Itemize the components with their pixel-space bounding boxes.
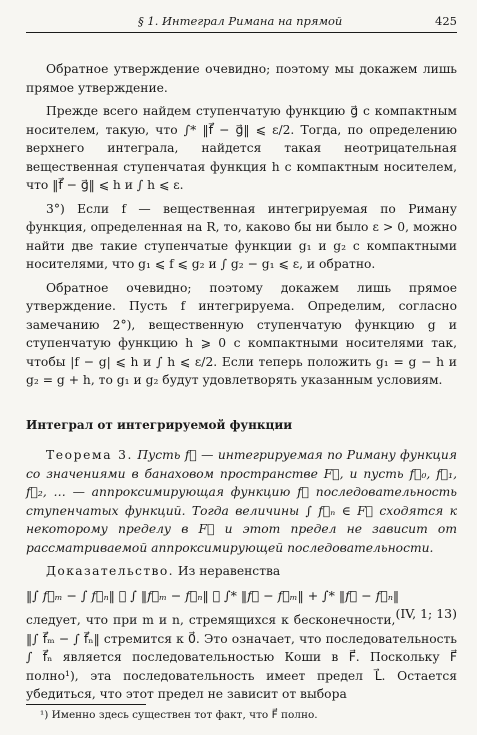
formula-text: ‖∫ f⃗ₘ − ∫ f⃗ₙ‖ ⩽ ∫ ‖f⃗ₘ − f⃗ₙ‖ ⩽ ∫* ‖f⃗ − f⃗ₘ‖ + ∫* ‖f⃗ − f⃗ₙ‖ (26, 587, 400, 603)
formula-reference: (IV, 1; 13) (395, 606, 457, 621)
section-heading: Интеграл от интегрируемой функции (26, 417, 293, 432)
theorem-text: Пусть f⃗ — интегрируемая по Риману функция со значениями в банаховом пространстве F⃗, и пусть f⃗₀, f⃗₁, f⃗₂, … — аппроксимирующая функцию f⃗ последовательность ступенчатых функций. Тогда величины ∫ f⃗ₙ ∈ F⃗ сходятся к некоторому пределу в F⃗ и этот предел не зависит от рассматриваемой аппроксимирующей последовательности. (26, 448, 457, 555)
header-title: § 1. Интеграл Римана на прямой (138, 14, 343, 28)
theorem-label: Теорема 3. (46, 448, 134, 462)
page-number: 425 (435, 14, 457, 28)
running-header (26, 10, 457, 33)
paragraph-1: Обратное утверждение очевидно; поэтому мы докажем лишь прямое утверждение. (26, 62, 457, 95)
footnote-rule (26, 704, 146, 705)
paragraph-4: Обратное очевидно; поэтому докажем лишь прямое утверждение. Пусть f интегрируема. Определим, согласно замечанию 2°), вещественную ступенчатую функцию g и ступенчатую функцию h ⩾ 0 с компактными носителями так, чтобы |f − g| ⩽ h и ∫ h ⩽ ε/2. Если теперь положить g₁ = g − h и g₂ = g + h, то g₁ и g₂ будут удовлетворять указанным условиям. (26, 280, 457, 387)
page-body (26, 60, 457, 709)
proof-label: Доказательство. (46, 564, 174, 578)
paragraph-3: 3°) Если f — вещественная интегрируемая по Риману функция, определенная на R, то, каково бы ни было ε > 0, можно найти две такие ступенчатые функции g₁ и g₂ с компактными носителями, что g₁ ⩽ f ⩽ g₂ и ∫ g₂ − g₁ ⩽ ε, и обратно. (26, 201, 457, 271)
paragraph-2: Прежде всего найдем ступенчатую функцию g⃗ с компактным носителем, такую, что ∫* ‖f⃗ − g⃗‖ ⩽ ε/2. Тогда, по определению верхнего интеграла, найдется такая неотрицательная вещественная ступенчатая функция h с компактным носителем, что ‖f⃗ − g⃗‖ ⩽ h и ∫ h ⩽ ε. (26, 104, 457, 192)
inequality-formula (26, 587, 457, 621)
proof-intro: Из неравенства (177, 564, 281, 578)
footnote: ¹) Именно здесь существен тот факт, что F⃗ полно. (40, 709, 318, 721)
theorem (26, 446, 457, 557)
paragraph-5: следует, что при m и n, стремящихся к бесконечности, ‖∫ f⃗ₘ − ∫ f⃗ₙ‖ стремится к 0⃗. Это означает, что последовательность ∫ f⃗ₙ является последовательностью Коши в F⃗. Поскольку F⃗ полно¹), эта последовательность имеет предел L⃗. Остается убедиться, что этот предел не зависит от выбора (26, 613, 457, 701)
proof-start (26, 562, 457, 581)
